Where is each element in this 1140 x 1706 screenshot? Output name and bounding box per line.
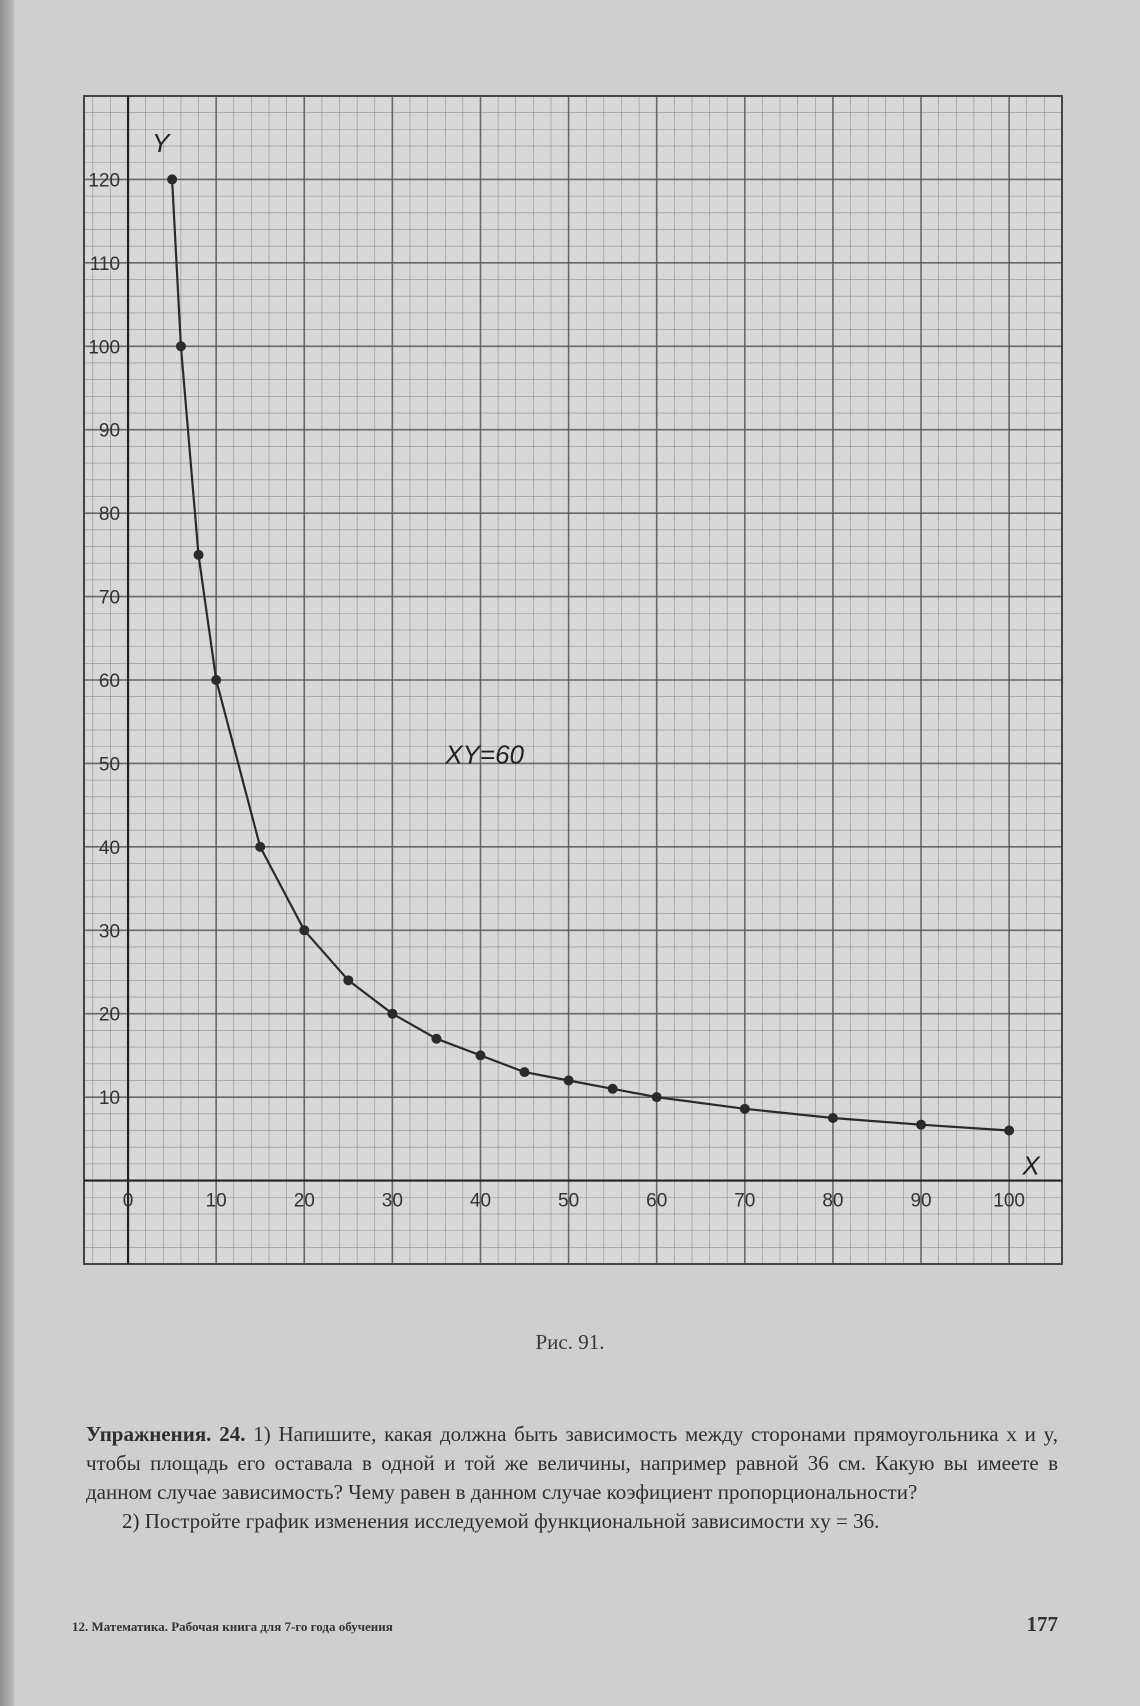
data-point — [828, 1113, 838, 1123]
x-tick-label: 20 — [293, 1190, 315, 1212]
data-point — [520, 1067, 530, 1077]
data-point — [255, 842, 265, 852]
exercise-text-1: 1) Напишите, какая должна быть зависимость между сторонами прямоугольника x и y, чтобы площадь его оставала в одной и той же величины, например равной 36 см. Какую вы имеете в данном случае зависимость? Чему равен в данном случае коэфициент пропорциональности? — [86, 1422, 1058, 1504]
data-point — [431, 1034, 441, 1044]
data-point — [176, 341, 186, 351]
data-point — [194, 550, 204, 560]
x-tick-label: 70 — [734, 1190, 756, 1212]
x-tick-label: 100 — [993, 1190, 1025, 1212]
y-tick-label: 100 — [88, 337, 121, 359]
x-tick-label: 60 — [646, 1190, 668, 1212]
data-point — [1004, 1126, 1014, 1136]
data-point — [740, 1104, 750, 1114]
y-axis-label: Y — [152, 128, 170, 158]
figure-caption: Рис. 91. — [535, 1330, 605, 1354]
x-tick-label: 30 — [381, 1190, 403, 1212]
y-tick-label: 10 — [98, 1088, 121, 1110]
x-tick-label: 40 — [469, 1190, 492, 1212]
y-tick-label: 90 — [98, 420, 121, 442]
footer-book-title: 12. Математика. Рабочая книга для 7-го года обучения — [72, 1619, 393, 1634]
y-tick-label: 110 — [89, 253, 121, 275]
y-tick-label: 20 — [98, 1004, 121, 1026]
exercise-paragraph-2: 2) Постройте график изменения исследуемой функциональной зависимости xy = 36. — [122, 1509, 880, 1533]
x-tick-label: 90 — [910, 1190, 932, 1212]
y-tick-label: 60 — [98, 671, 121, 692]
data-point — [608, 1084, 618, 1094]
x-tick-label: 0 — [122, 1190, 134, 1212]
data-point — [343, 975, 353, 985]
y-tick-label: 40 — [98, 837, 121, 859]
data-point — [652, 1092, 662, 1102]
y-tick-label: 50 — [98, 754, 121, 776]
data-point — [475, 1050, 485, 1060]
data-point — [211, 675, 221, 685]
data-point — [167, 174, 177, 184]
data-point — [299, 925, 309, 935]
exercise-block — [86, 1420, 1058, 1536]
data-point — [916, 1120, 926, 1130]
x-tick-label: 80 — [822, 1190, 844, 1212]
data-point — [387, 1009, 397, 1019]
data-point — [564, 1075, 574, 1085]
formula-annotation: XY=60 — [445, 739, 525, 770]
page-number: 177 — [1026, 1612, 1058, 1636]
x-axis-label: X — [1022, 1150, 1040, 1181]
y-tick-label: 30 — [98, 921, 121, 943]
x-tick-label: 50 — [558, 1190, 580, 1212]
y-tick-label: 80 — [98, 504, 121, 526]
exercise-paragraph-1 — [86, 1420, 1058, 1507]
x-tick-label: 10 — [205, 1190, 227, 1212]
exercise-heading: Упражнения. 24. — [86, 1422, 246, 1446]
y-tick-label: 120 — [88, 170, 121, 192]
page-footer — [72, 1612, 1058, 1637]
y-tick-label: 70 — [98, 587, 121, 609]
